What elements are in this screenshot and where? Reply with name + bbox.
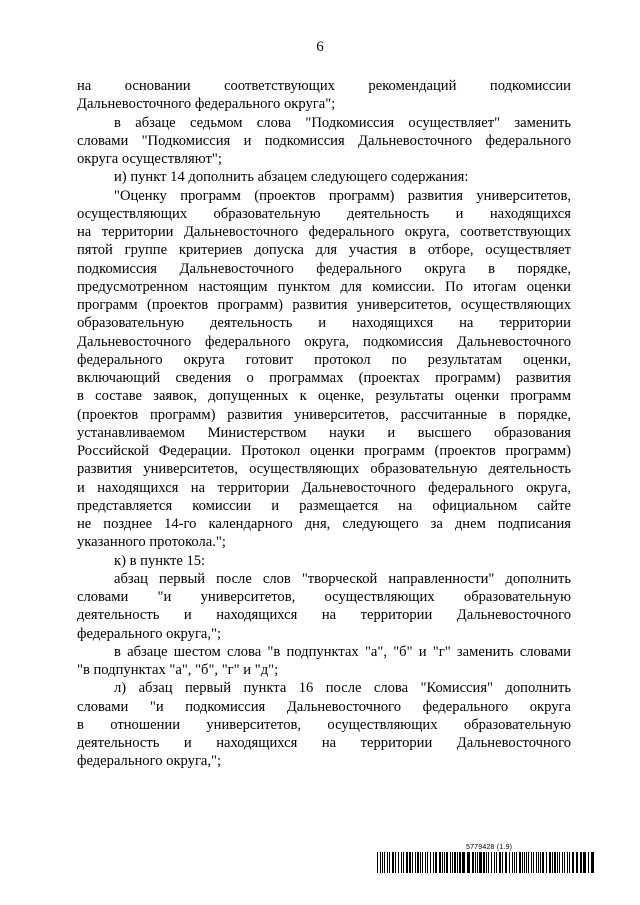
text-line: осуществляющих образовательную деятельность и находящихся bbox=[77, 205, 571, 222]
text-line: Дальневосточного федерального округа"; bbox=[77, 96, 336, 113]
text-line: представляется комиссии и размещается на официальном сайте bbox=[77, 497, 571, 514]
text-line: указанного протокола."; bbox=[77, 534, 226, 551]
text-line: деятельность и находящихся на территории Дальневосточного bbox=[77, 735, 571, 751]
text-line: в абзаце седьмом слова "Подкомиссия осуществляет" заменить bbox=[114, 114, 571, 131]
text-line: развития университетов, осуществляющих образовательную деятельность bbox=[77, 461, 571, 478]
barcode-image bbox=[377, 852, 595, 873]
page-number: 6 bbox=[316, 39, 324, 55]
text-line: Российской Федерации. Протокол оценки программ (проектов программ) bbox=[77, 443, 571, 459]
text-line: предусмотренном настоящим пунктом для комиссии. По итогам оценки bbox=[77, 278, 571, 295]
text-line: программ (проектов программ) развития университетов, осуществляющих bbox=[77, 297, 571, 313]
text-line: пятой группе критериев допуска для участия в отборе, осуществляет bbox=[77, 242, 571, 259]
text-line: в абзаце шестом слова "в подпунктах "а", "б" и "г" заменить словами bbox=[114, 643, 571, 660]
text-line: федерального округа готовит протокол по результатам оценки, bbox=[77, 351, 571, 368]
document-code: 5779428 (1.9) bbox=[466, 844, 513, 851]
text-line: федерального округа,"; bbox=[77, 753, 222, 770]
text-line: л) абзац первый пункта 16 после слова "Комиссия" дополнить bbox=[114, 680, 571, 697]
text-line: (проектов программ) развития университетов, рассчитанные в порядке, bbox=[77, 406, 571, 423]
text-line: устанавливаемом Министерством науки и высшего образования bbox=[77, 424, 571, 441]
text-line: деятельность и находящихся на территории Дальневосточного bbox=[77, 607, 571, 624]
text-line: словами "Подкомиссия и подкомиссия Дальневосточного федерального bbox=[77, 132, 571, 149]
text-line: к) в пункте 15: bbox=[114, 552, 206, 569]
text-line: включающий сведения о программах (проектах программ) развития bbox=[77, 370, 571, 386]
document-body bbox=[77, 77, 571, 771]
text-line: и находящихся на территории Дальневосточного федерального округа, bbox=[77, 479, 571, 496]
text-line: в отношении университетов, осуществляющих образовательную bbox=[77, 716, 571, 733]
text-line: и) пункт 14 дополнить абзацем следующего содержания: bbox=[114, 169, 469, 186]
text-line: образовательную деятельность и находящихся на территории bbox=[77, 315, 571, 332]
text-line: "Оценку программ (проектов программ) развития университетов, bbox=[114, 187, 571, 204]
text-line: округа осуществляют"; bbox=[77, 151, 222, 167]
text-line: на основании соответствующих рекомендаций подкомиссии bbox=[77, 78, 571, 94]
text-line: на территории Дальневосточного федерального округа, соответствующих bbox=[77, 224, 571, 240]
text-line: подкомиссия Дальневосточного федерального округа в порядке, bbox=[77, 260, 571, 277]
text-line: не позднее 14-го календарного дня, следующего за днем подписания bbox=[77, 516, 571, 532]
text-line: Дальневосточного федерального округа, подкомиссия Дальневосточного bbox=[77, 333, 571, 350]
text-line: абзац первый после слов "творческой направленности" дополнить bbox=[114, 570, 571, 587]
text-line: "в подпунктах "а", "б", "г" и "д"; bbox=[77, 662, 279, 678]
text-line: в составе заявок, допущенных к оценке, результаты оценки программ bbox=[77, 388, 571, 405]
text-line: словами "и подкомиссия Дальневосточного федерального округа bbox=[77, 698, 571, 715]
text-line: словами "и университетов, осуществляющих образовательную bbox=[77, 589, 571, 605]
text-line: федерального округа,"; bbox=[77, 625, 222, 642]
